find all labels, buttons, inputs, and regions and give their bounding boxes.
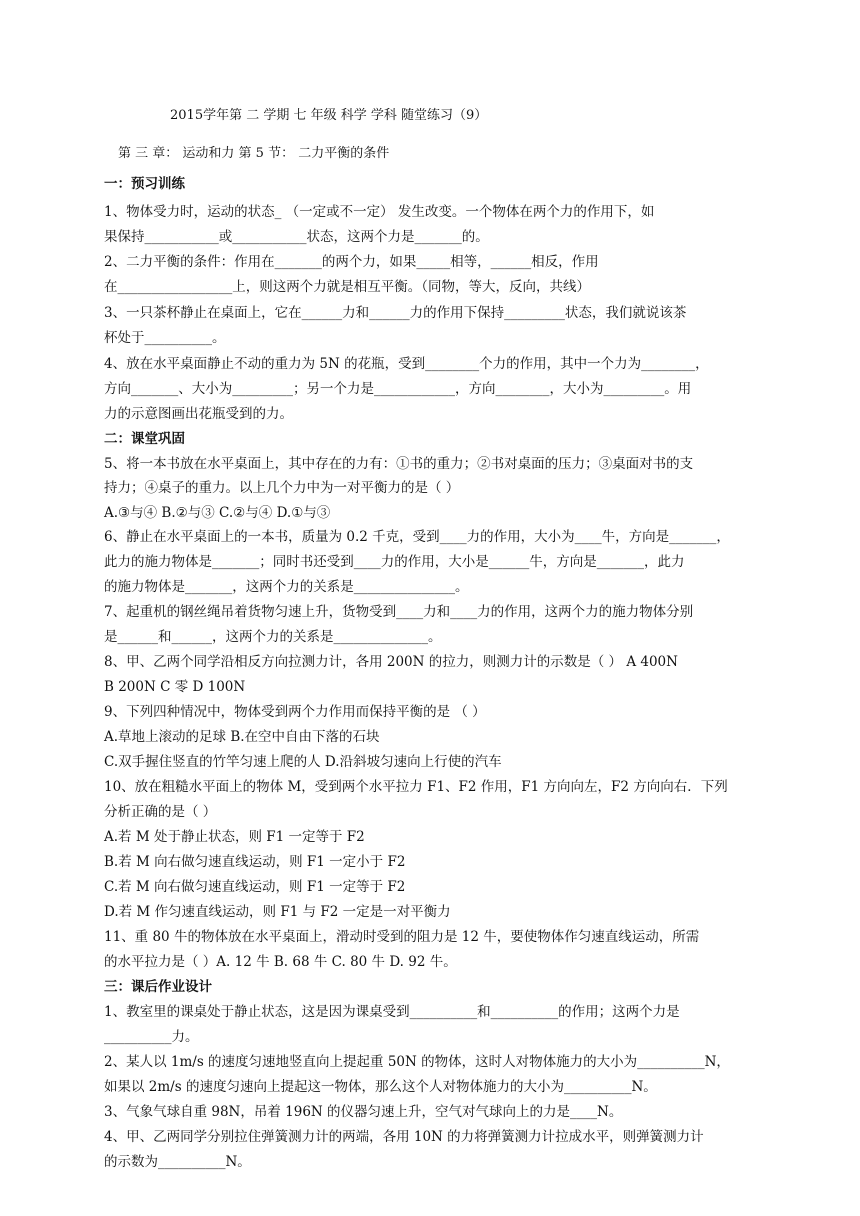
text-line: 分析正确的是（ ） bbox=[104, 804, 217, 820]
text-line: 杯处于__________。 bbox=[104, 330, 226, 346]
text-line: 持力；④桌子的重力。以上几个力中为一对平衡力的是（ ） bbox=[104, 480, 460, 496]
text-line: 1、教室里的课桌处于静止状态，这是因为课桌受到__________和__________的作用；这两个力是 bbox=[104, 1004, 680, 1020]
text-line: A.若 M 处于静止状态，则 F1 一定等于 F2 bbox=[104, 829, 365, 845]
text-line: 的施力物体是_______，这两个力的关系是_______________。 bbox=[104, 579, 469, 595]
text-line: 的水平拉力是（ ）A. 12 牛 B. 68 牛 C. 80 牛 D. 92 牛。 bbox=[104, 954, 457, 970]
text-line: 3、气象气球自重 98N，吊着 196N 的仪器匀速上升，空气对气球向上的力是____N。 bbox=[104, 1104, 623, 1120]
text-line: 力的示意图画出花瓶受到的力。 bbox=[104, 406, 293, 422]
text-line: 在_________________上，则这两个力就是相互平衡。（同物，等大，反向，共线） bbox=[104, 279, 590, 295]
section-heading-preview: 一：预习训练 bbox=[104, 176, 185, 192]
text-line: 7、起重机的钢丝绳吊着货物匀速上升，货物受到____力和____力的作用，这两个力的施力物体分别 bbox=[104, 604, 694, 620]
text-line: 方向_______、大小为_________；另一个力是____________，方向________，大小为_________。用 bbox=[104, 381, 692, 397]
text-line: A.草地上滚动的足球 B.在空中自由下落的石块 bbox=[104, 729, 380, 745]
text-line: 6、静止在水平桌面上的一本书，质量为 0.2 千克，受到____力的作用，大小为____牛，方向是_______， bbox=[104, 529, 730, 545]
text-line: 3、一只茶杯静止在桌面上，它在______力和______力的作用下保持_________状态，我们就说该茶 bbox=[104, 305, 687, 321]
document-title: 2015学年第 二 学期 七 年级 科学 学科 随堂练习（9） bbox=[170, 108, 488, 123]
text-line: 是______和______，这两个力的关系是______________。 bbox=[104, 629, 442, 645]
text-line: __________力。 bbox=[104, 1029, 199, 1045]
text-line: 5、将一本书放在水平桌面上，其中存在的力有：①书的重力；②书对桌面的压力；③桌面对书的支 bbox=[104, 456, 694, 472]
text-line: 2、某人以 1m/s 的速度匀速地竖直向上提起重 50N 的物体，这时人对物体施力的大小为__________N， bbox=[104, 1054, 730, 1070]
text-line: 果保持___________或___________状态，这两个力是_______的。 bbox=[104, 229, 489, 245]
section-heading-homework: 三：课后作业设计 bbox=[104, 979, 212, 995]
text-line: B 200N C 零 D 100N bbox=[104, 679, 246, 695]
text-line: 4、放在水平桌面静止不动的重力为 5N 的花瓶，受到________个力的作用，其中一个力为________， bbox=[104, 356, 709, 372]
text-line: 2、二力平衡的条件：作用在_______的两个力，如果_____相等，______相反，作用 bbox=[104, 254, 599, 270]
text-line: 9、下列四种情况中，物体受到两个力作用而保持平衡的是 （ ） bbox=[104, 704, 486, 720]
text-line: 10、放在粗糙水平面上的物体 M，受到两个水平拉力 F1、F2 作用，F1 方向向左，F2 方向向右．下列 bbox=[104, 779, 728, 795]
section-heading-classwork: 二：课堂巩固 bbox=[104, 431, 185, 447]
text-line: 8、甲、乙两个同学沿相反方向拉测力计，各用 200N 的拉力，则测力计的示数是（ ） A 400N bbox=[104, 654, 678, 670]
chapter-line: 第 三 章： 运动和力 第 5 节： 二力平衡的条件 bbox=[118, 146, 390, 161]
text-line: 的示数为__________N。 bbox=[104, 1154, 251, 1170]
text-line: A.③与④ B.②与③ C.②与④ D.①与③ bbox=[104, 505, 331, 521]
text-line: D.若 M 作匀速直线运动，则 F1 与 F2 一定是一对平衡力 bbox=[104, 904, 451, 920]
text-line: C.双手握住竖直的竹竿匀速上爬的人 D.沿斜坡匀速向上行使的汽车 bbox=[104, 754, 502, 770]
text-line: 此力的施力物体是_______；同时书还受到____力的作用，大小是______牛，方向是_______，此力 bbox=[104, 554, 685, 570]
text-line: C.若 M 向右做匀速直线运动，则 F1 一定等于 F2 bbox=[104, 879, 406, 895]
text-line: 11、重 80 牛的物体放在水平桌面上，滑动时受到的阻力是 12 牛，要使物体作匀速直线运动，所需 bbox=[104, 929, 700, 945]
text-line: 1、物体受力时，运动的状态_ （一定或不一定） 发生改变。一个物体在两个力的作用下，如 bbox=[104, 204, 655, 220]
text-line: 如果以 2m/s 的速度匀速向上提起这一物体，那么这个人对物体施力的大小为__________N。 bbox=[104, 1079, 657, 1095]
text-line: 4、甲、乙两同学分别拉住弹簧测力计的两端，各用 10N 的力将弹簧测力计拉成水平，则弹簧测力计 bbox=[104, 1129, 704, 1145]
text-line: B.若 M 向右做匀速直线运动，则 F1 一定小于 F2 bbox=[104, 854, 406, 870]
